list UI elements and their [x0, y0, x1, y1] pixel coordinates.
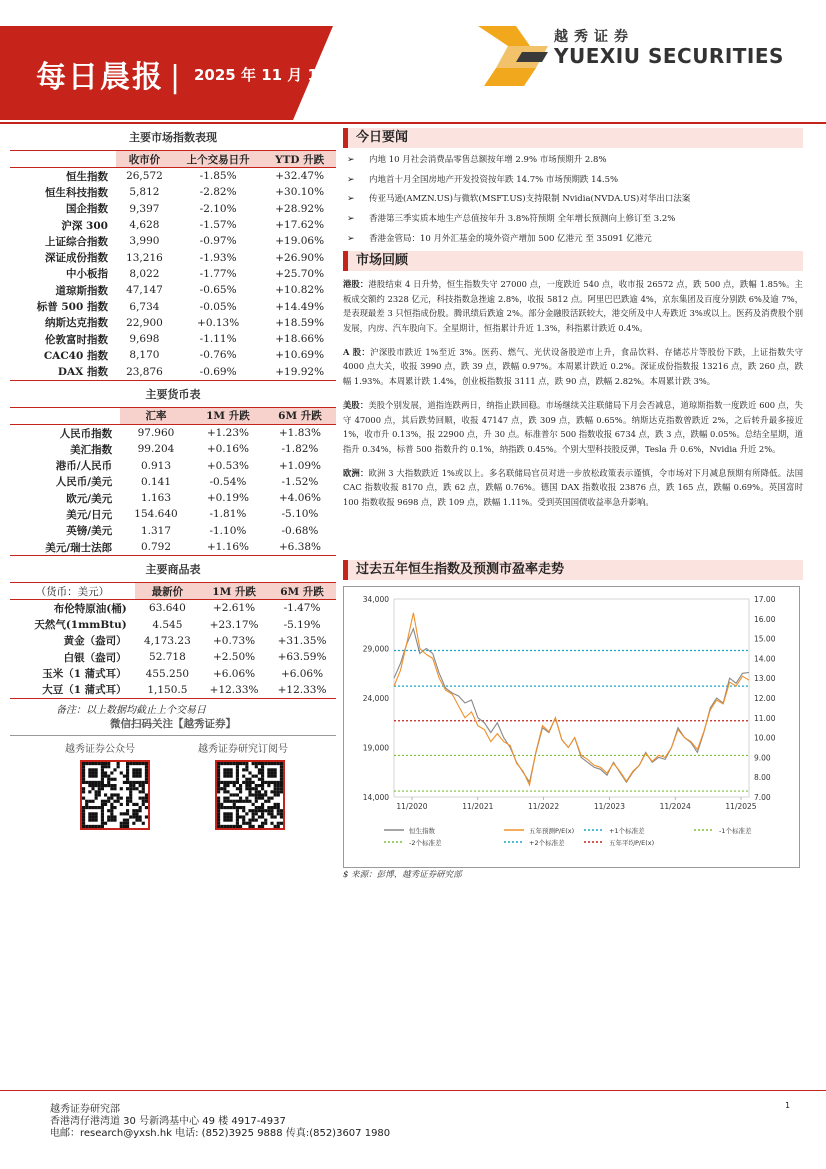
currencies-title: 主要货币表 — [145, 387, 201, 401]
table-row — [10, 539, 336, 555]
cell-value: 3,990 — [129, 235, 160, 248]
report-header — [0, 26, 826, 120]
table-row — [10, 457, 336, 473]
cell-value: +30.10% — [275, 186, 325, 199]
y-right-tick-label: 13.00 — [754, 674, 776, 684]
cell-value: 8,170 — [129, 349, 160, 362]
column-header: 最新价 — [135, 583, 200, 600]
cell-value: 22,900 — [126, 316, 163, 329]
y-right-tick-label: 14.00 — [754, 654, 776, 664]
cell-value: -1.47% — [283, 602, 321, 615]
y-right-tick-label: 11.00 — [754, 713, 776, 723]
cell-value: +1.83% — [278, 427, 322, 439]
row-label: 中小板指 — [65, 268, 108, 281]
page-number: 1 — [785, 1101, 791, 1110]
qr-label-research: 越秀证券研究订阅号 — [198, 744, 288, 755]
row-label: 白银（盎司） — [63, 651, 127, 664]
x-tick-label: 11/2025 — [725, 802, 757, 811]
cell-value: +0.13% — [197, 316, 240, 329]
cell-value: +1.09% — [278, 459, 322, 472]
row-label: 美元/日元 — [66, 508, 113, 521]
cell-value: 1,150.5 — [147, 683, 188, 696]
cell-value: -5.10% — [281, 508, 319, 521]
cell-value: +0.73% — [212, 634, 256, 647]
row-label: 英镑/美元 — [66, 525, 113, 538]
table-row — [10, 665, 336, 681]
x-tick-label: 11/2020 — [396, 802, 428, 811]
y-right-tick-label: 7.00 — [754, 793, 771, 802]
yuexiu-logo-icon — [478, 26, 548, 86]
cell-value: +32.47% — [275, 170, 325, 183]
row-label: 上证综合指数 — [44, 235, 108, 248]
table-row — [10, 282, 336, 298]
legend-label: +1个标准差 — [609, 827, 645, 835]
row-label: 人民币/美元 — [55, 476, 113, 489]
currencies-table — [10, 407, 336, 555]
cell-value: +10.69% — [275, 349, 325, 362]
cell-value: +63.59% — [277, 651, 327, 664]
news-item: ➢ 内地 10 月社会消费品零售总额按年增 2.9% 市场预期升 2.8% — [343, 152, 803, 172]
cell-value: -1.82% — [281, 443, 319, 456]
left-column — [10, 128, 336, 716]
column-header — [10, 407, 120, 424]
table-row — [10, 347, 336, 363]
cell-value: -0.97% — [199, 235, 237, 248]
commodities-title: 主要商品表 — [145, 563, 201, 577]
report-date: 2025 年 11 月 17 日 — [194, 66, 349, 84]
column-header: YTD 升跌 — [263, 151, 336, 168]
footer-contact: 电邮：research@yxsh.hk 电话: (852)3925 9888 传真:(852)3607 1980 — [50, 1128, 391, 1139]
row-label: 标普 500 指数 — [36, 301, 108, 314]
news-item: ➢ 香港第三季实质本地生产总值按年升 3.8%符预期 全年增长预测向上修订至 3.2% — [343, 211, 803, 231]
cell-value: -0.76% — [199, 349, 237, 362]
column-header: 汇率 — [120, 407, 192, 424]
cell-value: +28.92% — [275, 202, 325, 215]
row-label: 黄金（盎司） — [63, 635, 127, 648]
review-a-share: A 股：沪深股市跌近 1%至近 3%。医药、燃气、光伏设备股逆市上升，食品饮料、存储芯片等股份下跌，上证指数失守 4000 点大关，收报 3990 点，跌 39 点，跌幅 0.97%。本周累计跌近 0.2%。深证成份指数报 13216 点，跌 260 点，跌幅 1.93%。本周累计跌 1.4%，创业板指数报 3111 点，跌 90 点，跌幅 2.82%。本周累计跌 3%。 — [343, 347, 803, 386]
news-item: ➢ 传亚马逊(AMZN.US)与微软(MSFT.US)支持限制 Nvidia(NVDA.US)对华出口法案 — [343, 191, 803, 211]
header-rule — [0, 122, 826, 124]
series-line — [394, 613, 749, 785]
cell-value: +0.53% — [206, 459, 249, 472]
cell-value: 13,216 — [126, 251, 163, 264]
cell-value: 97.960 — [137, 427, 175, 439]
row-label: CAC40 指数 — [43, 349, 108, 362]
cell-value: +4.06% — [278, 492, 322, 505]
y-right-tick-label: 16.00 — [754, 614, 776, 624]
cell-value: 9,698 — [129, 333, 160, 346]
y-left-tick-label: 19,000 — [362, 743, 389, 753]
x-tick-label: 11/2024 — [659, 802, 691, 811]
news-item: ➢ 香港金管局：10 月外汇基金的境外资产增加 500 亿港元 至 35091 亿港元 — [343, 231, 803, 251]
row-label: 天然气(1mmBtu) — [34, 619, 127, 632]
table-row — [10, 315, 336, 331]
cell-value: 4,628 — [129, 219, 160, 232]
x-tick-label: 11/2022 — [528, 802, 560, 811]
logo-english-name: YUEXIU SECURITIES — [554, 44, 784, 68]
y-right-tick-label: 10.00 — [754, 733, 776, 743]
cell-value: 26,572 — [126, 170, 163, 183]
cell-value: 1.317 — [140, 524, 172, 537]
table-row — [10, 633, 336, 649]
x-tick-label: 11/2021 — [462, 802, 494, 811]
cell-value: 63.640 — [149, 602, 186, 615]
column-header: 1M 升跌 — [192, 407, 264, 424]
row-label: 道琼斯指数 — [55, 284, 108, 297]
cell-value: 455.250 — [145, 667, 190, 680]
cell-value: +2.61% — [212, 602, 256, 615]
cell-value: +12.33% — [209, 683, 259, 696]
right-column — [343, 128, 803, 509]
today-news-title: 今日要闻 — [343, 128, 803, 148]
cell-value: +10.82% — [275, 284, 325, 297]
cell-value: 0.141 — [140, 475, 172, 488]
cell-value: 0.792 — [140, 541, 172, 554]
logo-chinese-name: 越秀证券 — [554, 29, 634, 45]
cell-value: -0.54% — [209, 475, 247, 488]
cell-value: -5.19% — [283, 618, 321, 631]
cell-value: -1.77% — [199, 267, 237, 280]
cell-value: +26.90% — [275, 251, 325, 264]
column-header: 6M 升跌 — [264, 407, 336, 424]
cell-value: +0.16% — [206, 443, 249, 456]
indices-table — [10, 150, 336, 380]
cell-value: +1.23% — [206, 427, 249, 439]
cell-value: 9,397 — [129, 202, 160, 215]
cell-value: +14.49% — [275, 300, 325, 313]
qr-code-official[interactable] — [80, 760, 150, 830]
indices-title: 主要市场指数表现 — [129, 131, 217, 144]
cell-value: -1.81% — [209, 508, 247, 521]
cell-value: 52.718 — [149, 651, 186, 664]
cell-value: +18.66% — [275, 333, 325, 346]
column-header: （货币：美元） — [10, 583, 135, 600]
cell-value: +12.33% — [277, 683, 327, 696]
cell-value: +19.06% — [275, 235, 325, 248]
cell-value: 23,876 — [126, 365, 163, 378]
cell-value: +31.35% — [277, 634, 327, 647]
review-hk: 港股：港股结束 4 日升势，恒生指数失守 27000 点，一度跌近 540 点，收市报 26572 点，跌 500 点，跌幅 1.85%。主板成交额约 2328 亿元，科技指数急挫逾 2.8%，收报 5812 点。阿里巴巴跌逾 4%，京东集团及百度分别跌 6%及逾 7%，是表现最差 3 只恒指成份股。腾讯绩后跌逾 2%。部分金融股活跃较大，港交所及中人寿跌近 3%或以上。医药及消费股个别发展，内房、汽车股向下。全星期计，恒指累计升近 1.3%，科指累计跌近 0.4%。 — [343, 279, 803, 333]
y-right-tick-label: 17.00 — [754, 595, 776, 604]
cell-value: -0.05% — [199, 300, 237, 313]
row-label: 恒生科技指数 — [44, 186, 108, 199]
table-row — [10, 217, 336, 233]
legend-label: 五年平均P/E(x) — [609, 839, 655, 847]
chart-title: 过去五年恒生指数及预测市盈率走势 — [343, 560, 803, 580]
row-label: 伦敦富时指数 — [44, 333, 108, 346]
column-header — [10, 151, 116, 168]
row-label: DAX 指数 — [57, 366, 108, 379]
cell-value: 5,812 — [129, 186, 160, 199]
commodities-table — [10, 582, 336, 698]
y-right-tick-label: 12.00 — [754, 694, 776, 703]
chart-source: $ 来源：彭博、越秀证券研究部 — [343, 870, 462, 880]
cell-value: 47,147 — [126, 284, 163, 297]
row-label: 欧元/美元 — [66, 492, 113, 505]
row-label: 国企指数 — [65, 203, 108, 216]
cell-value: +23.17% — [209, 618, 259, 631]
cell-value: -1.11% — [199, 333, 237, 346]
row-label: 纳斯达克指数 — [44, 317, 108, 330]
qr-label-official: 越秀证券公众号 — [65, 744, 135, 755]
row-label: 玉米（1 蒲式耳） — [42, 668, 127, 681]
y-right-tick-label: 8.00 — [754, 773, 771, 783]
footer — [50, 1104, 390, 1140]
row-label: 大豆（1 蒲式耳） — [42, 684, 127, 697]
cell-value: +1.16% — [206, 541, 249, 554]
cell-value: +6.06% — [212, 667, 256, 680]
cell-value: -2.82% — [199, 186, 237, 199]
chart-section — [343, 560, 803, 580]
table-row — [10, 617, 336, 633]
cell-value: +0.19% — [206, 492, 249, 505]
table-row — [10, 523, 336, 539]
legend-label: +2个标准差 — [529, 839, 565, 847]
table-row — [10, 298, 336, 314]
report-title: 每日晨报 | — [36, 60, 183, 95]
cell-value: +18.59% — [275, 316, 325, 329]
table-row — [10, 649, 336, 665]
cell-value: 8,022 — [129, 267, 160, 280]
table-row — [10, 490, 336, 506]
row-label: 深证成份指数 — [44, 252, 108, 265]
plot-area — [394, 599, 749, 797]
y-left-tick-label: 29,000 — [362, 644, 389, 654]
footer-address: 香港湾仔港湾道 30 号新鸿基中心 49 楼 4917-4937 — [50, 1116, 286, 1127]
cell-value: +17.62% — [275, 219, 325, 232]
review-us: 美股：美股个别发展，道指连跌两日，纳指止跌回稳。市场继续关注联储局下月会否减息，道琼斯指数一度跌近 600 点，失守 47000 点，其后跌势回顺，收报 47147 点，跌 309 点，跌幅 0.65%。纳斯达克指数曾跌近 2%，之后转升最多接近 1%，收市升 0.13%，报 22900 点，升 30 点。标准普尔 500 指数收报 6734 点，跌 3 点，跌幅 0.05%。总结全星期，道指升 0.34%，标普 500 指数升约 0.1%，纳指跌 0.45%。个别大型科技股反弹，Tesla 升 0.6%，Nvidia 升近 2%。 — [343, 400, 803, 454]
table-row — [10, 266, 336, 282]
hsi-pe-chart — [343, 586, 800, 868]
y-right-tick-label: 9.00 — [754, 753, 771, 763]
cell-value: -0.69% — [199, 365, 237, 378]
wechat-qr-block — [10, 716, 336, 836]
legend-label: -2个标准差 — [409, 839, 442, 847]
cell-value: +2.50% — [212, 651, 256, 664]
cell-value: -2.10% — [199, 202, 237, 215]
cell-value: 1.163 — [140, 492, 172, 505]
cell-value: -1.10% — [209, 524, 247, 537]
yuexiu-logo — [478, 26, 798, 96]
table-row — [10, 364, 336, 380]
table-row — [10, 600, 336, 617]
legend-label: -1个标准差 — [719, 827, 752, 835]
hsi-pe-chart-svg — [344, 587, 799, 867]
news-item: ➢ 内地首十月全国房地产开发投资按年跌 14.7% 市场预期跌 14.5% — [343, 172, 803, 192]
row-label: 布伦特原油(桶) — [53, 602, 127, 615]
table-row — [10, 249, 336, 265]
cell-value: 154.640 — [134, 508, 178, 521]
today-news-list — [343, 152, 803, 250]
row-label: 美汇指数 — [70, 443, 113, 456]
cell-value: -1.52% — [281, 475, 319, 488]
y-left-tick-label: 24,000 — [362, 694, 389, 703]
cell-value: +25.70% — [275, 267, 325, 280]
table-row — [10, 168, 336, 185]
cell-value: 6,734 — [129, 300, 160, 313]
cell-value: -0.68% — [281, 524, 319, 537]
data-note: 备注：以上数据均截止上个交易日 — [56, 705, 206, 717]
cell-value: +6.38% — [278, 541, 322, 554]
legend-label: 恒生指数 — [409, 827, 435, 835]
y-right-tick-label: 15.00 — [754, 634, 776, 644]
footer-dept: 越秀证券研究部 — [50, 1104, 120, 1115]
cell-value: -1.57% — [199, 219, 237, 232]
row-label: 人民币指数 — [59, 427, 113, 440]
table-row — [10, 424, 336, 441]
row-label: 恒生指数 — [65, 170, 108, 183]
x-tick-label: 11/2023 — [593, 802, 625, 811]
series-line — [394, 629, 749, 783]
cell-value: 0.913 — [140, 459, 172, 472]
cell-value: 4,173.23 — [144, 634, 191, 647]
table-row — [10, 201, 336, 217]
row-label: 港币/人民币 — [55, 460, 113, 473]
row-label: 沪深 300 — [61, 219, 108, 232]
cell-value: 99.204 — [137, 443, 175, 456]
cell-value: +19.92% — [275, 365, 325, 378]
table-row — [10, 441, 336, 457]
wechat-title: 微信扫码关注【越秀证券】 — [110, 718, 236, 730]
y-left-tick-label: 34,000 — [362, 595, 389, 604]
legend-label: 五年预测P/E(x) — [529, 827, 575, 835]
table-row — [10, 506, 336, 522]
row-label: 美元/瑞士法郎 — [45, 541, 113, 554]
cell-value: 4.545 — [152, 618, 183, 631]
cell-value: -0.65% — [199, 284, 237, 297]
cell-value: -1.85% — [199, 170, 237, 183]
column-header: 上个交易日升 — [173, 151, 263, 168]
table-row — [10, 233, 336, 249]
cell-value: +6.06% — [280, 667, 324, 680]
table-row — [10, 474, 336, 490]
table-row — [10, 331, 336, 347]
table-row — [10, 682, 336, 698]
qr-code-research[interactable] — [215, 760, 285, 830]
column-header: 收市价 — [116, 151, 173, 168]
market-review-title: 市场回顾 — [343, 251, 803, 271]
review-europe: 欧洲：欧洲 3 大指数跌近 1%或以上。多名联储局官员对进一步放松政策表示谨慎，令市场对下月减息预期有所降低。法国 CAC 指数收报 8170 点，跌 62 点，跌幅 0.76%。德国 DAX 指数收报 23876 点，跌 165 点，跌幅 0.69%。英国富时 100 指数收报 9698 点，跌 109 点，跌幅 1.11%。受到英国国债收益率急升影响。 — [343, 467, 803, 507]
table-row — [10, 184, 336, 200]
column-header: 1M 升跌 — [200, 583, 268, 600]
cell-value: -1.93% — [199, 251, 237, 264]
column-header: 6M 升跌 — [268, 583, 336, 600]
y-left-tick-label: 14,000 — [362, 793, 389, 802]
